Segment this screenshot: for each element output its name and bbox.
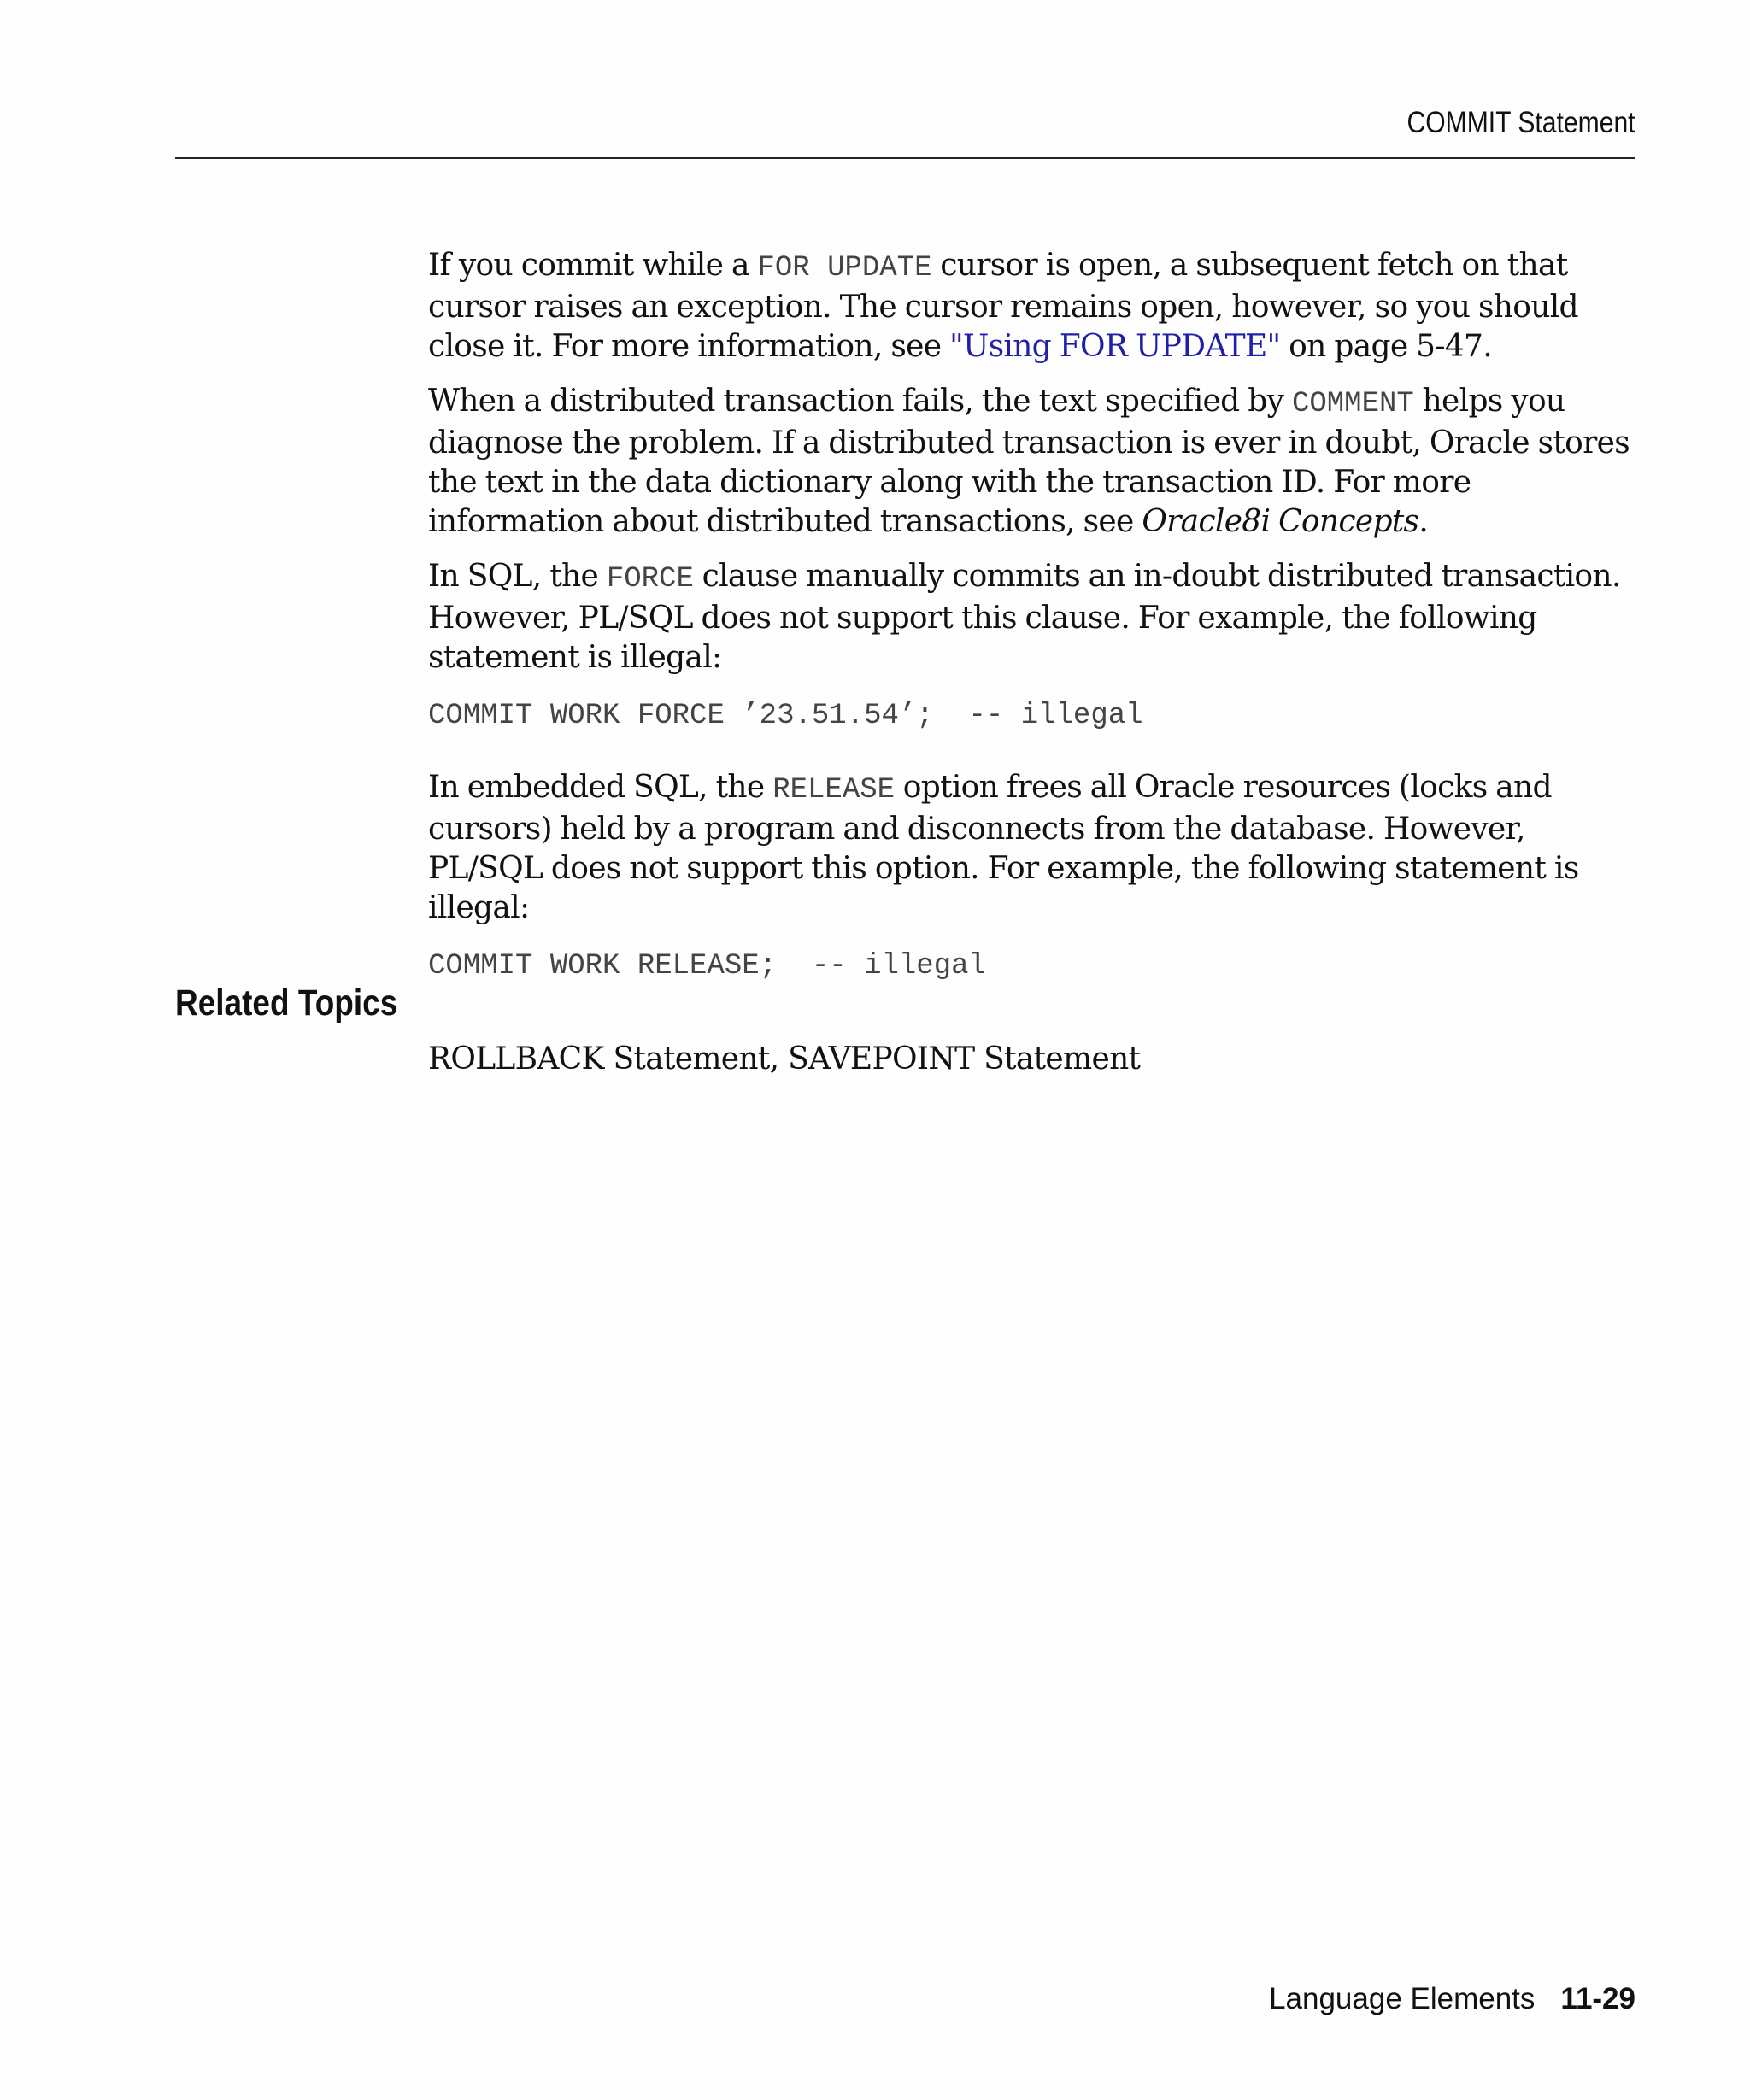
related-topics-list: ROLLBACK Statement, SAVEPOINT Statement	[428, 1041, 1141, 1076]
paragraph-distributed-transaction	[428, 382, 1641, 542]
paragraph-for-update	[428, 246, 1641, 367]
paragraph-force-clause	[428, 557, 1641, 678]
page-header	[175, 0, 1635, 159]
body-text	[428, 246, 1641, 986]
text: helps you diagnose the problem. If a distributed transaction is ever in doubt, Oracle stores the text in the data dictionary along with the transaction ID. For more information about distributed transactions, see	[428, 384, 1630, 539]
running-header-title: COMMIT Statement	[1406, 106, 1635, 139]
related-topics-heading: Related Topics	[175, 983, 398, 1024]
text: option frees all Oracle resources (locks and cursors) held by a program and disconnects from the database. However, PL/SQL does not support this option. For example, the following statement is illegal:	[428, 770, 1579, 925]
text: clause manually commits an in-doubt distributed transaction. However, PL/SQL does not support this clause. For example, the following statement is illegal:	[428, 559, 1621, 675]
inline-code: COMMENT	[1291, 388, 1414, 420]
paragraph-release-option	[428, 768, 1641, 928]
inline-code: FORCE	[606, 563, 694, 595]
inline-code: RELEASE	[772, 774, 896, 807]
code-example-force: COMMIT WORK FORCE ’23.51.54’; -- illegal	[428, 700, 1143, 732]
page-footer	[1269, 1982, 1635, 2016]
text: If you commit while a	[428, 248, 758, 283]
code-example-release: COMMIT WORK RELEASE; -- illegal	[428, 950, 986, 983]
text: .	[1418, 504, 1429, 539]
text: When a distributed transaction fails, the text specified by	[428, 384, 1292, 419]
text: In embedded SQL, the	[428, 770, 773, 805]
text: In SQL, the	[428, 559, 607, 594]
text: on page 5-47.	[1280, 329, 1492, 364]
footer-chapter: Language Elements	[1269, 1982, 1536, 2015]
footer-page-number: 11-29	[1560, 1982, 1635, 2015]
inline-code: FOR UPDATE	[757, 252, 932, 284]
text: cursor is open, a subsequent fetch on that cursor raises an exception. The cursor remains open, however, so you should close it. For more information, see	[428, 248, 1578, 364]
book-title: Oracle8i Concepts	[1142, 504, 1419, 539]
cross-reference-link[interactable]: "Using FOR UPDATE"	[949, 329, 1281, 364]
